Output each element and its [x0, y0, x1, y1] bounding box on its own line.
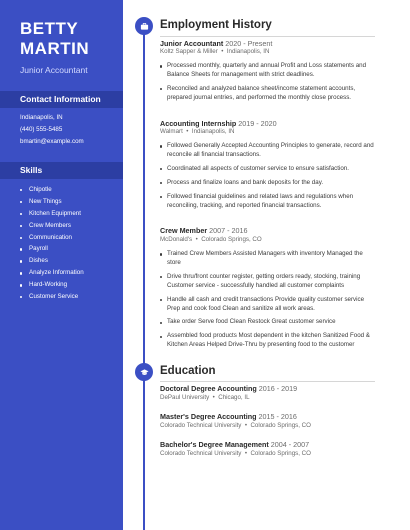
bullet-text: Handle all cash and credit transactions Provide quality customer service Prep and cook food Clean and sanitize all work areas.	[167, 295, 365, 312]
job-employer-line: McDonald's • Colorado Springs, CO	[160, 236, 262, 243]
education-heading: Education	[160, 365, 216, 377]
bullet-dot	[160, 322, 162, 324]
education-title-line	[160, 412, 297, 421]
bullet-dot	[20, 237, 22, 239]
skill-item	[20, 208, 84, 220]
education-school-line: Colorado Technical University • Colorado Springs, CO	[160, 450, 311, 457]
candidate-name	[20, 19, 89, 59]
skill-item	[20, 184, 84, 196]
contact-location: Indianapolis, IN	[20, 114, 63, 121]
education-school-line: Colorado Technical University • Colorado Springs, CO	[160, 422, 311, 429]
job-location: Colorado Springs, CO	[201, 236, 262, 243]
last-name: MARTIN	[20, 39, 90, 58]
bullet-dot	[160, 336, 162, 338]
job-location: Indianapolis, IN	[191, 128, 235, 135]
job-bullet	[160, 165, 378, 174]
job-bullets	[160, 142, 378, 210]
skill-label: Dishes	[29, 257, 48, 265]
job-bullets	[160, 62, 378, 103]
education-school: Colorado Technical University	[160, 422, 242, 429]
bullet-dot	[160, 276, 162, 278]
bullet-text: Drive thru/front counter register, getting orders ready, stocking, training Customer service - successfully handled all customer complaints	[167, 272, 361, 289]
skill-label: Crew Members	[29, 221, 71, 229]
bullet-text: Processed monthly, quarterly and annual Profit and Loss statements and Balance Sheets for management with strict deadlines.	[167, 62, 367, 78]
job-bullet	[160, 296, 378, 314]
contact-phone: (440) 555-5485	[20, 126, 63, 133]
education-degree: Master's Degree Accounting	[160, 412, 257, 421]
timeline-line	[143, 30, 145, 530]
bullet-dot	[160, 65, 162, 67]
skill-item	[20, 255, 84, 267]
bullet-text: Assembled food products Most dependent in the kitchen Sanitized Food & Kitchen Areas Helped Drive-Thru by presenting food to the customer	[167, 332, 370, 349]
skill-label: Hard-Working	[29, 281, 68, 289]
skill-item	[20, 196, 84, 208]
education-location: Chicago, IL	[218, 394, 250, 401]
job-company: Walmart	[160, 128, 183, 135]
education-location: Colorado Springs, CO	[250, 450, 311, 457]
skill-item	[20, 267, 84, 279]
bullet-text: Coordinated all aspects of customer service to ensure satisfaction.	[167, 164, 349, 172]
bullet-dot	[160, 145, 162, 147]
skill-label: Communication	[29, 233, 72, 241]
skills-heading: Skills	[0, 162, 123, 179]
education-location: Colorado Springs, CO	[250, 422, 311, 429]
employment-heading: Employment History	[160, 19, 272, 31]
section-divider	[160, 381, 375, 382]
job-company: Koltz Sapper & Miller	[160, 48, 218, 55]
job-title-line	[160, 226, 248, 235]
bullet-text: Trained Crew Members Assisted Managers with inventory Managed the store	[167, 250, 363, 266]
job-title-line	[160, 119, 277, 128]
education-title-line	[160, 384, 297, 393]
job-bullet	[160, 250, 378, 268]
education-degree: Bachelor's Degree Management	[160, 440, 269, 449]
skill-label: New Things	[29, 197, 62, 205]
bullet-dot	[160, 168, 162, 170]
education-dates: 2004 - 2007	[270, 440, 310, 449]
job-title: Crew Member	[160, 226, 208, 235]
section-divider	[160, 36, 375, 37]
briefcase-icon	[135, 17, 153, 35]
job-employer-line: Koltz Sapper & Miller • Indianapolis, IN	[160, 48, 270, 55]
skill-label: Customer Service	[29, 293, 79, 301]
job-dates: 2007 - 2016	[209, 226, 248, 235]
job-bullet	[160, 62, 378, 80]
bullet-text: Reconciled and analyzed balance sheet/income statement accounts, prepared journal entries, and performed the monthly close process.	[167, 84, 356, 101]
candidate-role: Junior Accountant	[20, 65, 88, 75]
bullet-dot	[160, 88, 162, 90]
bullet-text: Followed financial guidelines and related laws and regulations when reconciling, tracking, and reported financial transactions.	[167, 192, 354, 209]
skill-label: Analyze Information	[29, 269, 84, 277]
job-title: Junior Accountant	[160, 39, 224, 48]
bullet-dot	[20, 248, 22, 250]
bullet-dot	[20, 201, 22, 203]
job-title-line	[160, 39, 272, 48]
job-dates: 2019 - 2020	[238, 119, 277, 128]
job-location: Indianapolis, IN	[226, 48, 270, 55]
bullet-text: Take order Serve food Clean Restock Great customer service	[167, 318, 336, 326]
job-bullet	[160, 332, 378, 350]
skill-item	[20, 291, 84, 303]
bullet-dot	[20, 213, 22, 215]
education-dates: 2016 - 2019	[258, 384, 298, 393]
job-company: McDonald's	[160, 236, 193, 243]
job-bullet	[160, 179, 378, 188]
bullet-dot	[20, 189, 22, 191]
education-school: Colorado Technical University	[160, 450, 242, 457]
skill-item	[20, 232, 84, 244]
graduation-cap-icon	[135, 363, 153, 381]
bullet-dot	[160, 196, 162, 198]
job-bullet	[160, 193, 378, 211]
job-bullets	[160, 250, 378, 350]
skill-label: Payroll	[29, 245, 48, 253]
job-employer-line: Walmart • Indianapolis, IN	[160, 128, 235, 135]
skill-label: Kitchen Equipment	[29, 209, 81, 217]
job-dates: 2020 - Present	[225, 39, 273, 48]
education-dates: 2015 - 2016	[258, 412, 297, 421]
skill-item	[20, 279, 84, 291]
education-degree: Doctoral Degree Accounting	[160, 384, 257, 393]
bullet-dot	[20, 260, 22, 262]
bullet-dot	[20, 225, 22, 227]
sidebar	[0, 0, 123, 530]
education-school-line: DePaul University • Chicago, IL	[160, 394, 250, 401]
job-bullet	[160, 85, 378, 103]
job-bullet	[160, 142, 378, 160]
skill-item	[20, 220, 84, 232]
skills-list	[20, 184, 84, 303]
education-school: DePaul University	[160, 394, 210, 401]
job-bullet	[160, 318, 378, 327]
first-name: BETTY	[20, 19, 79, 38]
bullet-dot	[160, 182, 162, 184]
contact-email: bmartin@example.com	[20, 138, 84, 145]
contact-heading: Contact Information	[0, 91, 123, 108]
skill-item	[20, 243, 84, 255]
bullet-dot	[160, 253, 162, 255]
education-title-line	[160, 440, 309, 449]
job-title: Accounting Internship	[160, 119, 237, 128]
skill-label: Chipotle	[29, 186, 52, 193]
bullet-dot	[20, 284, 22, 286]
job-bullet	[160, 273, 378, 291]
bullet-text: Process and finalize loans and bank deposits for the day.	[167, 178, 324, 186]
bullet-dot	[20, 296, 22, 298]
bullet-dot	[160, 299, 162, 301]
bullet-text: Followed Generally Accepted Accounting Principles to generate, record and reconcile all financial transactions.	[167, 142, 374, 158]
bullet-dot	[20, 272, 22, 274]
